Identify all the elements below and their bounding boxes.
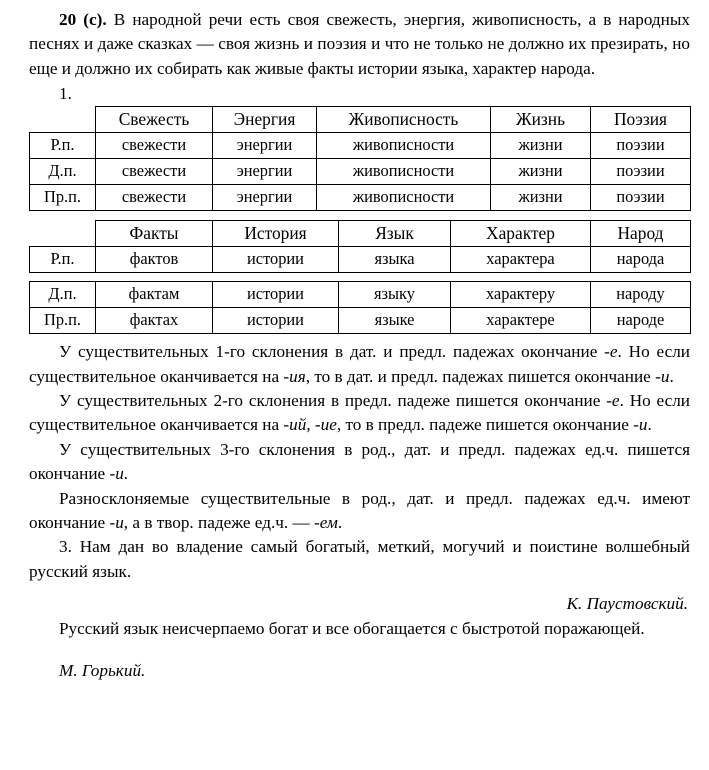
closing-paragraph: Русский язык неисчерпаемо богат и все обогащается с быстротой поражающей. [59,618,645,638]
table-cell-header: Язык [339,221,451,247]
table-3-body [30,282,691,334]
rule-text: , а в твор. падеже ед.ч. — [123,513,314,533]
table-row [30,282,691,308]
table-cell: свежести [96,185,213,211]
table-row [30,185,691,211]
rule-paragraph-4 [29,487,690,536]
table-cell: поэзии [591,159,691,185]
table-row [30,107,691,133]
table-cell: свежести [96,159,213,185]
table-2-body [30,221,691,273]
attribution-paustovsky: К. Паустовский. [566,594,688,614]
table-cell-header: Поэзия [591,107,691,133]
rule-text: , то в предл. падеже пишется окончание [336,415,634,435]
table-cell: народе [591,308,691,334]
table-cell-header: Характер [451,221,591,247]
exercise-body: В народной речи есть своя свежесть, энергия, живописность, а в народных песнях и даже сказках — своя жизнь и поэзия и что не только не должно их презирать, но еще и должно их собирать как живые факты истории языка, характер народа. [29,10,691,78]
table-cell: поэзии [591,185,691,211]
table-cell-case: Р.п. [30,247,96,273]
table-spacer [29,211,690,220]
task-three-paragraph: 3. Нам дан во владение самый богатый, меткий, могучий и поистине волшебный русский язык. [29,537,690,581]
table-cell: энергии [213,185,317,211]
table-cell: фактах [96,308,213,334]
table-cell: фактам [96,282,213,308]
rule-ending-italic: -ий, -ие [283,415,337,435]
table-cell: свежести [96,133,213,159]
table-cell: живописности [317,159,491,185]
rule-text: Разносклоняемые существительные в род., дат. и предл. падежах ед.ч. имеют окончание [29,488,690,533]
rule-ending-italic: -ия [283,366,306,386]
attribution-gorky: М. Горький. [59,661,146,681]
table-cell: языку [339,282,451,308]
table-cell-corner [30,107,96,133]
task-marker-one: 1. [59,84,72,104]
table-row [30,308,691,334]
table-row [30,221,691,247]
table-cell: жизни [491,185,591,211]
table-spacer [29,273,690,281]
table-row [30,159,691,185]
rule-text: . [123,464,129,484]
rule-ending-italic: -и [633,415,648,435]
table-cell: характера [451,247,591,273]
rule-ending-italic: -е [604,342,618,362]
table-cell: народу [591,282,691,308]
table-cell-header: Свежесть [96,107,213,133]
table-cell: живописности [317,185,491,211]
table-cell-header: Живописность [317,107,491,133]
exercise-number: 20 (с). [59,10,107,29]
rule-text: , то в дат. и предл. падежах пишется окончание [305,366,656,386]
rule-text: . [647,415,652,435]
exercise-paragraph [29,8,690,81]
table-cell-case: Д.п. [30,159,96,185]
rule-text: . [337,513,343,533]
table-cell: энергии [213,133,317,159]
spacer [29,584,690,592]
rule-text: . [669,366,674,386]
table-cell-header: История [213,221,339,247]
table-cell-case: Р.п. [30,133,96,159]
rule-paragraph-2 [29,389,690,438]
rule-ending-italic: -ем [313,513,338,533]
table-cell: характере [451,308,591,334]
declension-table-2 [29,220,691,273]
table-cell-header: Народ [591,221,691,247]
table-cell: живописности [317,133,491,159]
table-cell: истории [213,308,339,334]
table-cell: жизни [491,159,591,185]
table-row [30,247,691,273]
declension-table-3 [29,281,691,334]
table-cell: жизни [491,133,591,159]
declension-table-1 [29,106,691,211]
rule-ending-italic: -и [109,464,124,484]
rule-text: . Но если существительное оканчивается на [29,391,690,435]
rule-ending-italic: -и [655,366,670,386]
rule-ending-italic: -е [606,391,620,411]
table-cell: энергии [213,159,317,185]
table-cell: характеру [451,282,591,308]
table-cell: языка [339,247,451,273]
rule-text: У существительных 2-го склонения в предл. падеже пишется окончание [59,391,607,411]
table-cell: фактов [96,247,213,273]
rule-text: У существительных 3-го склонения в род., дат. и предл. падежах ед.ч. пишется окончание [29,439,690,484]
table-cell-header: Жизнь [491,107,591,133]
table-cell-case: Д.п. [30,282,96,308]
rule-ending-italic: -и [109,513,124,533]
rule-text: У существительных 1-го склонения в дат. и предл. падежах окончание [59,342,605,362]
rule-text: . Но если существительное оканчивается на [29,342,691,386]
table-cell: истории [213,247,339,273]
table-row [30,133,691,159]
table-cell-case: Пр.п. [30,308,96,334]
table-cell-header: Энергия [213,107,317,133]
table-cell: истории [213,282,339,308]
table-1-body [30,107,691,211]
table-cell: поэзии [591,133,691,159]
table-cell-header: Факты [96,221,213,247]
rule-paragraph-3 [29,438,690,487]
table-cell-corner [30,221,96,247]
spacer [29,641,690,659]
table-cell: народа [591,247,691,273]
table-cell-case: Пр.п. [30,185,96,211]
rule-paragraph-1 [29,340,690,389]
table-cell: языке [339,308,451,334]
